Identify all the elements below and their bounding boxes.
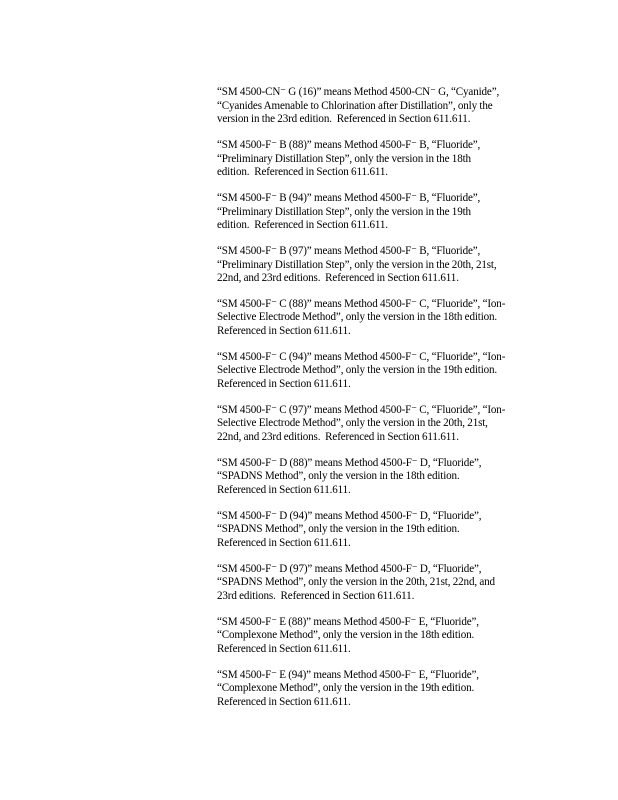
definition-entry [217,669,547,710]
entry-line: 22nd, and 23rd editions. Referenced in Section 611.611. [217,272,459,285]
entry-line: “SM 4500-F⁻ D (94)” means Method 4500-F⁻ D, “Fluoride”, [217,509,482,522]
definition-entry [217,192,547,233]
entry-line: Referenced in Section 611.611. [217,642,351,655]
entry-line: “SPADNS Method”, only the version in the 20th, 21st, 22nd, and [217,576,495,589]
entry-line: edition. Referenced in Section 611.611. [217,219,388,232]
entry-line: “SM 4500-F⁻ B (97)” means Method 4500-F⁻ B, “Fluoride”, [217,244,481,257]
definitions-list [217,86,547,722]
entry-line: “Preliminary Distillation Step”, only the version in the 20th, 21st, [217,258,497,271]
entry-line: Referenced in Section 611.611. [217,695,351,708]
entry-line: Referenced in Section 611.611. [217,536,351,549]
entry-line: “SM 4500-F⁻ C (88)” means Method 4500-F⁻ C, “Fluoride”, “Ion- [217,297,506,310]
entry-line: “Preliminary Distillation Step”, only the version in the 18th [217,152,471,165]
definition-entry [217,563,547,604]
entry-line: “SM 4500-F⁻ B (94)” means Method 4500-F⁻ B, “Fluoride”, [217,191,481,204]
entry-line: “Preliminary Distillation Step”, only the version in the 19th [217,205,471,218]
entry-line: “SM 4500-F⁻ E (94)” means Method 4500-F⁻ E, “Fluoride”, [217,668,479,681]
entry-line: “Cyanides Amenable to Chlorination after Distillation”, only the [217,99,493,112]
entry-line: “Complexone Method”, only the version in the 18th edition. [217,629,475,642]
entry-line: Selective Electrode Method”, only the version in the 18th edition. [217,311,498,324]
entry-line: “SPADNS Method”, only the version in the 19th edition. [217,523,460,536]
entry-line: 23rd editions. Referenced in Section 611.611. [217,589,415,602]
definition-entry [217,139,547,180]
definition-entry [217,86,547,127]
entry-line: “SM 4500-CN⁻ G (16)” means Method 4500-CN⁻ G, “Cyanide”, [217,86,500,98]
definition-entry [217,616,547,657]
entry-line: “SPADNS Method”, only the version in the 18th edition. [217,470,460,483]
entry-line: Referenced in Section 611.611. [217,483,351,496]
entry-line: “SM 4500-F⁻ D (97)” means Method 4500-F⁻ D, “Fluoride”, [217,562,482,575]
entry-line: version in the 23rd edition. Referenced in Section 611.611. [217,113,471,126]
entry-line: “SM 4500-F⁻ C (97)” means Method 4500-F⁻ C, “Fluoride”, “Ion- [217,403,506,416]
entry-line: Referenced in Section 611.611. [217,378,351,391]
entry-line: edition. Referenced in Section 611.611. [217,166,388,179]
entry-line: “Complexone Method”, only the version in the 19th edition. [217,682,475,695]
entry-line: Selective Electrode Method”, only the version in the 19th edition. [217,364,498,377]
entry-line: “SM 4500-F⁻ C (94)” means Method 4500-F⁻ C, “Fluoride”, “Ion- [217,350,506,363]
definition-entry [217,510,547,551]
entry-line: Selective Electrode Method”, only the version in the 20th, 21st, [217,417,488,430]
entry-line: “SM 4500-F⁻ E (88)” means Method 4500-F⁻ E, “Fluoride”, [217,615,479,628]
definition-entry [217,298,547,339]
definition-entry [217,245,547,286]
definition-entry [217,404,547,445]
definition-entry [217,457,547,498]
entry-line: “SM 4500-F⁻ B (88)” means Method 4500-F⁻ B, “Fluoride”, [217,138,481,151]
definition-entry [217,351,547,392]
entry-line: “SM 4500-F⁻ D (88)” means Method 4500-F⁻ D, “Fluoride”, [217,456,482,469]
entry-line: 22nd, and 23rd editions. Referenced in Section 611.611. [217,431,459,443]
entry-line: Referenced in Section 611.611. [217,325,351,338]
